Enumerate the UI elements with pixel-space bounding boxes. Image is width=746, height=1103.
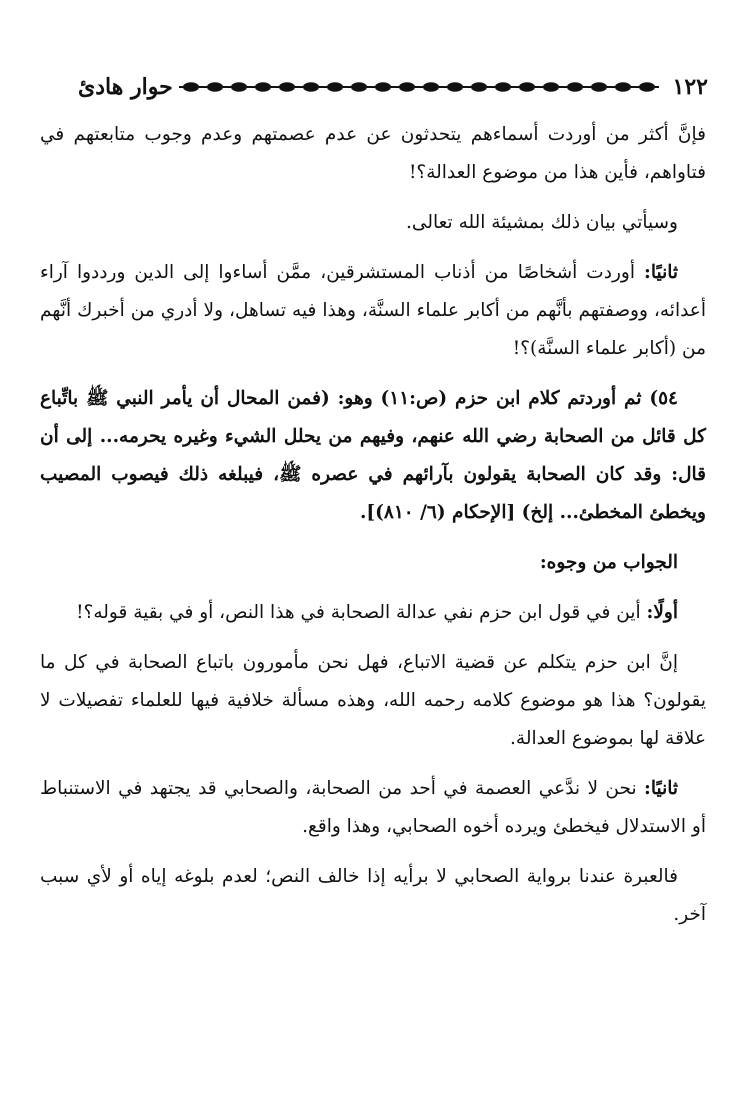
- paragraph-lead: ثانيًا:: [644, 778, 678, 799]
- paragraph: فإنَّ أكثر من أوردت أسماءهم يتحدثون عن عدم عصمتهم وعدم وجوب متابعتهم في فتاواهم، فأين هذا من موضوع العدالة؟!: [40, 124, 706, 183]
- paragraph: [40, 594, 706, 632]
- paragraph-lead: أولًا:: [646, 602, 678, 623]
- book-title: حوار هادئ: [78, 74, 173, 100]
- paragraph: [40, 770, 706, 846]
- paragraph-text: أوردت أشخاصًا من أذناب المستشرقين، ممَّن أساءوا إلى الدين ورددوا آراء أعدائه، ووصفتهم بأنَّهم من أكابر علماء السنَّة، وهذا فيه تساهل، ولا أدري من أخبرك أنَّهم من (أكابر علماء السنَّة)؟!: [40, 262, 706, 359]
- page-number: ١٢٢: [672, 74, 708, 100]
- page-body: [40, 116, 706, 946]
- paragraph: إنَّ ابن حزم يتكلم عن قضية الاتباع، فهل نحن مأمورون باتباع الصحابة في كل ما يقولون؟ هذا هو موضوع كلامه رحمه الله، وهذه مسألة خلافية فيها للعلماء تفصيلات لا علاقة لها بموضوع العدالة.: [40, 652, 706, 749]
- decorative-ornament-divider: [179, 80, 659, 94]
- paragraph-lead: ثانيًا:: [644, 262, 678, 283]
- paragraph: [40, 254, 706, 368]
- paragraph-text: نحن لا ندَّعي العصمة في أحد من الصحابة، والصحابي قد يجتهد في الاستنباط أو الاستدلال فيخطئ ويرده أخوه الصحابي، وهذا واقع.: [40, 778, 706, 837]
- paragraph-text: أين في قول ابن حزم نفي عدالة الصحابة في هذا النص، أو في بقية قوله؟!: [76, 602, 647, 623]
- paragraph: وسيأتي بيان ذلك بمشيئة الله تعالى.: [406, 212, 678, 233]
- section-heading: الجواب من وجوه:: [539, 552, 678, 573]
- paragraph: فالعبرة عندنا برواية الصحابي لا برأيه إذا خالف النص؛ لعدم بلوغه إياه أو لأي سبب آخر.: [40, 866, 706, 925]
- quoted-paragraph: ٥٤) ثم أوردتم كلام ابن حزم (ص:١١) وهو: (فمن المحال أن يأمر النبي ﷺ باتِّباع كل قائل من الصحابة رضي الله عنهم، وفيهم من يحلل الشيء وغيره يحرمه... إلى أن قال: وقد كان الصحابة يقولون بآرائهم في عصره ﷺ، فيبلغه ذلك فيصوب المصيب ويخطئ المخطئ... إلخ) [الإحكام (٦/ ٨١٠)].: [40, 388, 706, 523]
- page-header: [78, 72, 708, 102]
